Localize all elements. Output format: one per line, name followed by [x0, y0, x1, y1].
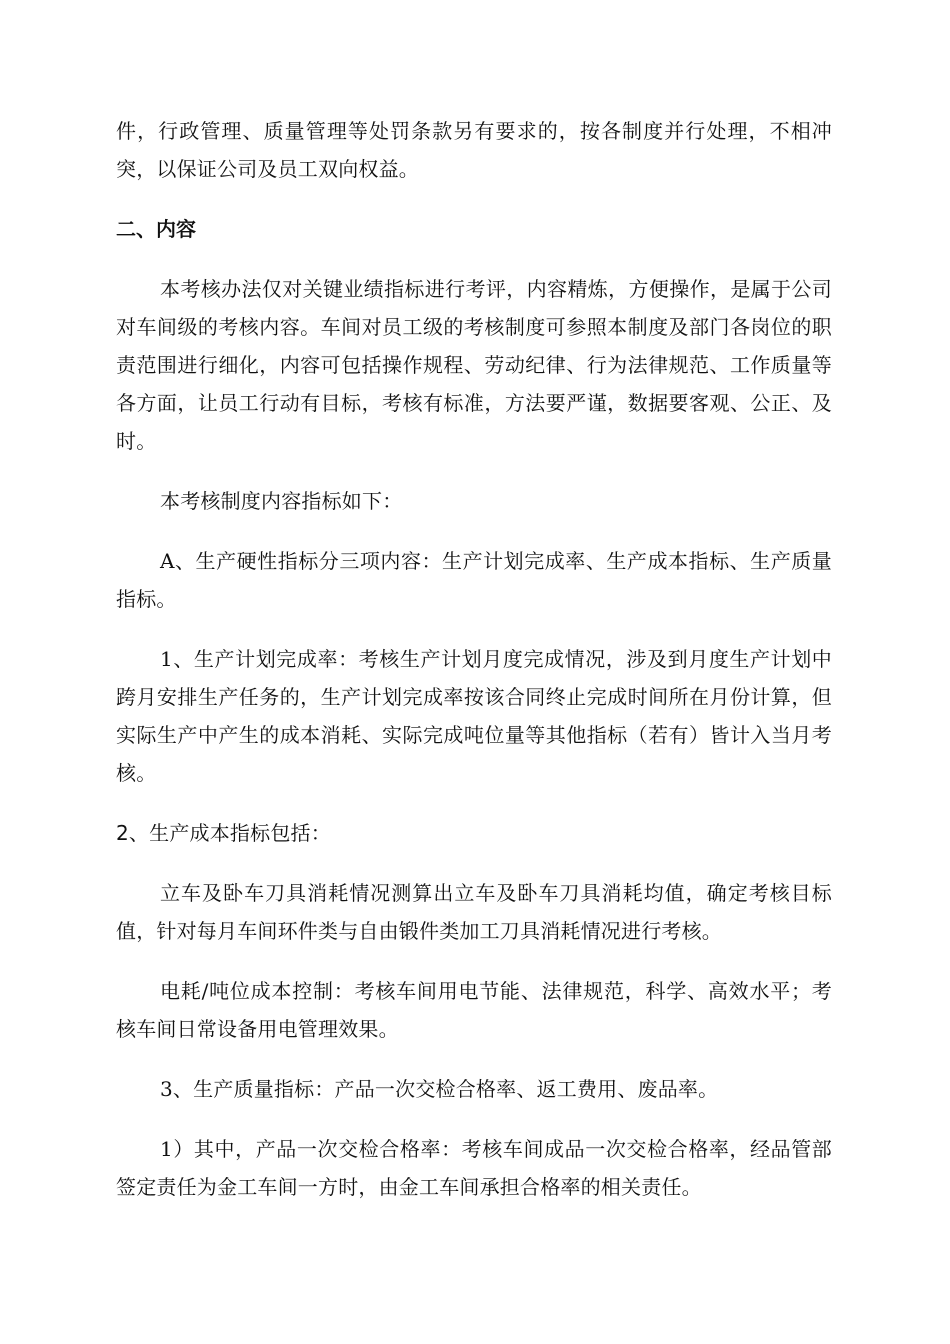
section-heading: 二、内容	[116, 217, 196, 241]
paragraph-a-hard-indicators: A、生产硬性指标分三项内容：生产计划完成率、生产成本指标、生产质量指标。	[116, 549, 832, 611]
paragraph-2-power-cost: 电耗/吨位成本控制：考核车间用电节能、法律规范，科学、高效水平；考核车间日常设备用电管理效果。	[116, 979, 832, 1041]
paragraph-3-1-pass-rate: 1）其中，产品一次交检合格率：考核车间成品一次交检合格率，经品管部签定责任为金工车间一方时，由金工车间承担合格率的相关责任。	[116, 1137, 832, 1199]
paragraph-3-quality-indicators: 3、生产质量指标：产品一次交检合格率、返工费用、废品率。	[160, 1077, 719, 1101]
document-body	[116, 112, 832, 1228]
paragraph-1-plan-completion: 1、生产计划完成率：考核生产计划月度完成情况，涉及到月度生产计划中跨月安排生产任务的，生产计划完成率按该合同终止完成时间所在月份计算，但实际生产中产生的成本消耗、实际完成吨位量等其他指标（若有）皆计入当月考核。	[116, 647, 832, 785]
paragraph-intro-tail: 件，行政管理、质量管理等处罚条款另有要求的，按各制度并行处理，不相冲突，以保证公司及员工双向权益。	[116, 119, 832, 181]
paragraph-overview: 本考核办法仅对关键业绩指标进行考评，内容精炼，方便操作，是属于公司对车间级的考核内容。车间对员工级的考核制度可参照本制度及部门各岗位的职责范围进行细化，内容可包括操作规程、劳动纪律、行为法律规范、工作质量等各方面，让员工行动有目标，考核有标准，方法要严谨，数据要客观、公正、及时。	[116, 277, 832, 453]
paragraph-indicators-intro: 本考核制度内容指标如下：	[160, 489, 403, 513]
paragraph-2-tool-consumption: 立车及卧车刀具消耗情况测算出立车及卧车刀具消耗均值，确定考核目标值，针对每月车间环件类与自由锻件类加工刀具消耗情况进行考核。	[116, 881, 832, 943]
paragraph-2-cost-indicators: 2、生产成本指标包括：	[116, 821, 331, 845]
